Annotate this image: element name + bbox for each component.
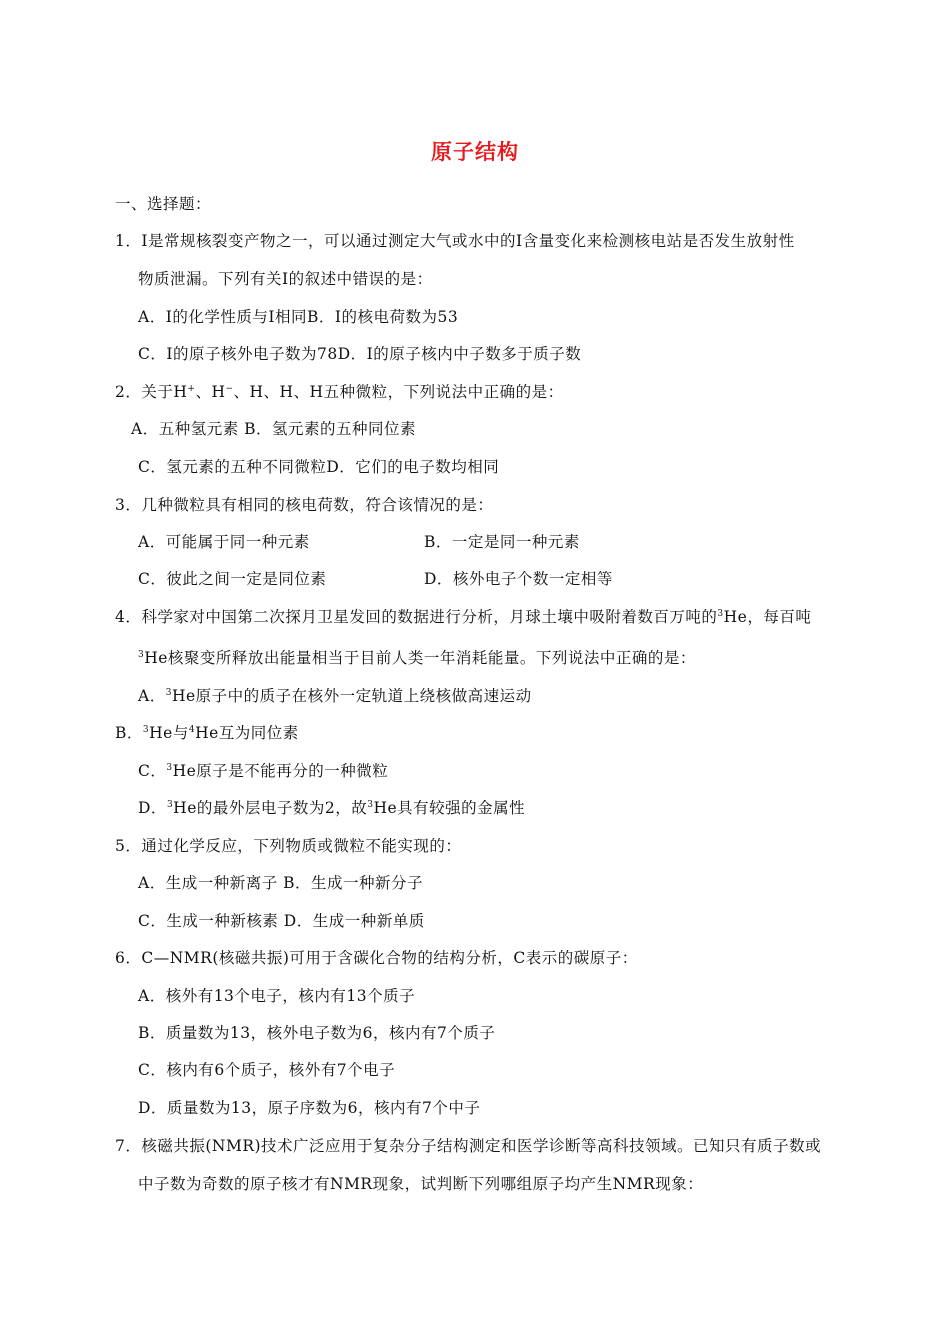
q4-option-a bbox=[138, 686, 532, 706]
q4-mass-number: 3 bbox=[717, 609, 724, 619]
q4-b-label: B． bbox=[115, 724, 143, 742]
q6-option-b: B．质量数为13，核外电子数为6，核内有7个质子 bbox=[138, 1024, 496, 1042]
q2-stem-post: 、H、H、H五种微粒，下列说法中正确的是： bbox=[233, 383, 564, 401]
q2-options-ab: A．五种氢元素 B．氢元素的五种同位素 bbox=[131, 420, 417, 438]
q4-option-d bbox=[138, 798, 525, 818]
q7-stem-line2: 中子数为奇数的原子核才有NMR现象，试判断下列哪组原子均产生NMR现象： bbox=[138, 1175, 704, 1193]
q4-mass-number: 3 bbox=[166, 763, 173, 773]
q6-option-a: A．核外有13个电子，核内有13个质子 bbox=[138, 987, 416, 1005]
q4-helium: He bbox=[723, 608, 748, 626]
q4-a-text: He原子中的质子在核外一定轨道上绕核做高速运动 bbox=[171, 687, 532, 705]
q5-options-ab: A．生成一种新离子 B．生成一种新分子 bbox=[138, 874, 424, 892]
q1-options-cd: C．I的原子核外电子数为78D．I的原子核内中子数多于质子数 bbox=[138, 345, 582, 363]
q4-stem-line2 bbox=[138, 648, 696, 668]
q1-stem-line2: 物质泄漏。下列有关I的叙述中错误的是： bbox=[138, 270, 433, 288]
q4-mass-number: 3 bbox=[367, 800, 374, 810]
q3-option-a: A．可能属于同一种元素 bbox=[138, 533, 310, 551]
q4-mass-number: 3 bbox=[165, 688, 172, 698]
q4-c-text: He原子是不能再分的一种微粒 bbox=[172, 762, 389, 780]
q2-stem-pre: 2．关于H bbox=[115, 383, 188, 401]
q1-stem-line1: 1．I是常规核裂变产物之一，可以通过测定大气或水中的I含量变化来检测核电站是否发生放射性 bbox=[115, 232, 795, 250]
q1-options-ab: A．I的化学性质与I相同B．I的核电荷数为53 bbox=[138, 308, 459, 326]
q3-option-d: D．核外电子个数一定相等 bbox=[424, 570, 613, 588]
q2-charge-minus: − bbox=[225, 384, 234, 394]
q4-b-mid: He与 bbox=[149, 724, 189, 742]
q3-stem: 3．几种微粒具有相同的核电荷数，符合该情况的是： bbox=[115, 496, 494, 514]
q4-d-mid: He的最外层电子数为2，故 bbox=[173, 799, 368, 817]
q4-option-b bbox=[115, 723, 299, 743]
q7-stem-line1: 7．核磁共振(NMR)技术广泛应用于复杂分子结构测定和医学诊断等高科技领域。已知只有质子数或 bbox=[115, 1137, 822, 1155]
q4-c-label: C． bbox=[138, 762, 167, 780]
q6-stem: 6．C—NMR(核磁共振)可用于含碳化合物的结构分析，C表示的碳原子： bbox=[115, 949, 638, 967]
q4-mass-number-4: 4 bbox=[188, 725, 196, 735]
q2-options-cd: C．氢元素的五种不同微粒D．它们的电子数均相同 bbox=[138, 458, 500, 476]
section-heading: 一、选择题： bbox=[115, 195, 212, 213]
q4-d-text: He具有较强的金属性 bbox=[373, 799, 526, 817]
q3-option-c: C．彼此之间一定是同位素 bbox=[138, 570, 327, 588]
q5-options-cd: C．生成一种新核素 D．生成一种新单质 bbox=[138, 912, 425, 930]
q5-stem: 5．通过化学反应，下列物质或微粒不能实现的： bbox=[115, 837, 462, 855]
q4-stem-pre: 4．科学家对中国第二次探月卫星发回的数据进行分析，月球土壤中吸附着数百万吨的 bbox=[115, 608, 718, 626]
q4-option-c bbox=[138, 761, 388, 781]
q2-stem bbox=[115, 382, 564, 402]
q4-d-label: D． bbox=[138, 799, 167, 817]
q4-mass-number: 3 bbox=[142, 725, 150, 735]
q2-charge-plus: + bbox=[187, 384, 196, 394]
page-title: 原子结构 bbox=[431, 140, 519, 164]
q2-stem-mid: 、H bbox=[195, 383, 226, 401]
q4-a-label: A． bbox=[138, 687, 166, 705]
q4-stem-post: ，每百吨 bbox=[747, 608, 812, 626]
q4-b-text: He互为同位素 bbox=[195, 724, 299, 742]
q6-option-d: D．质量数为13，原子序数为6，核内有7个中子 bbox=[138, 1099, 481, 1117]
q4-mass-number: 3 bbox=[138, 650, 145, 660]
q6-option-c: C．核内有6个质子，核外有7个电子 bbox=[138, 1061, 396, 1079]
q4-stem-line1 bbox=[115, 607, 811, 627]
q4-stem-line2-text: He核聚变所释放出能量相当于目前人类一年消耗能量。下列说法中正确的是： bbox=[144, 649, 696, 667]
q4-mass-number: 3 bbox=[166, 800, 174, 810]
q3-option-b: B．一定是同一种元素 bbox=[424, 533, 580, 551]
